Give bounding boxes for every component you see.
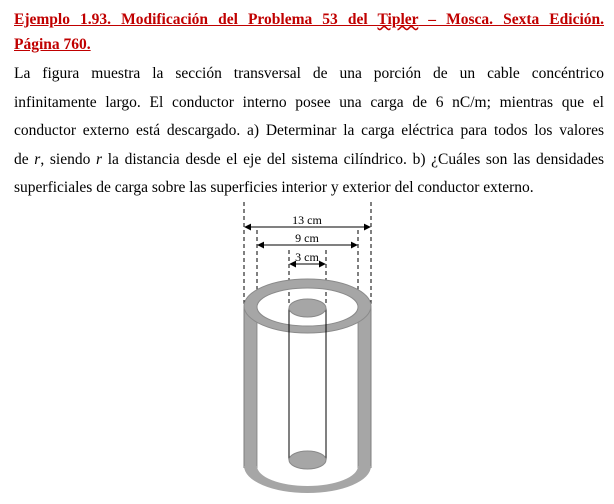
dim-label-13cm: 13 cm xyxy=(292,213,322,227)
dim-label-9cm: 9 cm xyxy=(295,231,319,245)
heading-part1: Ejemplo 1.93. Modificación del Problema 53 del xyxy=(14,11,378,28)
heading-tipler: Tipler xyxy=(377,11,419,28)
line4-b: , siendo xyxy=(40,150,97,168)
dim-label-3cm: 3 cm xyxy=(295,250,319,264)
statement-line-2: infinitamente largo. El conductor interno posee una carga de 6 nC/m; mientras que el xyxy=(14,93,604,111)
statement-line-1: La figura muestra la sección transversal de una porción de un cable concéntrico xyxy=(14,65,604,82)
var-r-1: r xyxy=(34,150,41,168)
statement-line-5: superficiales de carga sobre las superficies interior y exterior del conductor externo. xyxy=(14,179,534,196)
heading-page: Página 760. xyxy=(14,36,91,53)
line4-a: de xyxy=(14,150,35,168)
var-r-2: r xyxy=(96,150,103,168)
statement-line-3: conductor externo está descargado. a) Determinar la carga eléctrica para todos los valores xyxy=(14,122,604,139)
line4-c: la distancia desde el eje del sistema cilíndrico. b) ¿Cuáles son las densidades xyxy=(102,150,604,168)
inner-conductor xyxy=(289,299,326,469)
heading-part2: – Mosca. Sexta Edición. xyxy=(418,11,605,28)
